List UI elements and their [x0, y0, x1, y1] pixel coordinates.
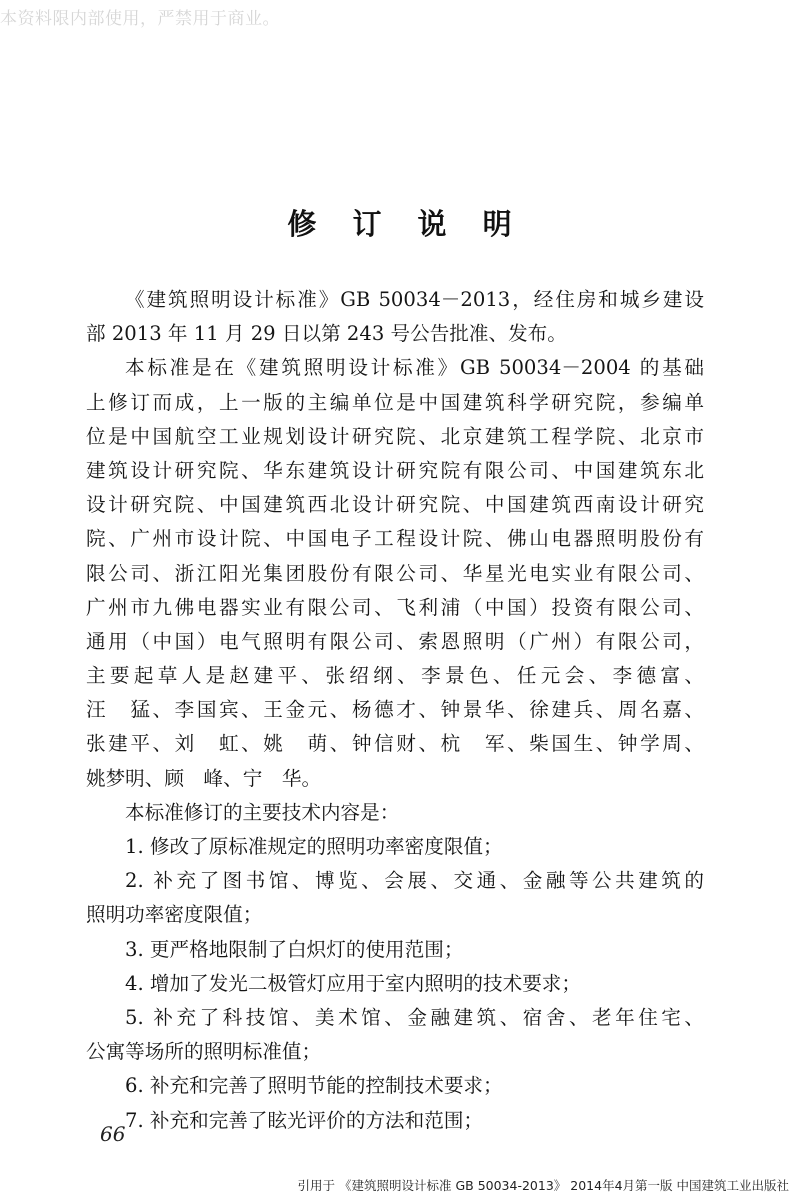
- list-item: 4. 增加了发光二极管灯应用于室内照明的技术要求；: [125, 971, 581, 995]
- watermark-text: 本资料限内部使用，严禁用于商业。: [0, 9, 280, 29]
- paragraph-line: 部 2013 年 11 月 29 日以第 243 号公告批准、发布。: [86, 322, 567, 346]
- paragraph-line: 主要起草人是赵建平、张绍纲、李景色、任元会、李德富、: [86, 664, 704, 688]
- list-item: 7. 补充和完善了眩光评价的方法和范围；: [125, 1108, 484, 1132]
- paragraph-line: 《建筑照明设计标准》GB 50034－2013，经住房和城乡建设: [125, 288, 704, 311]
- paragraph-line: 上修订而成，上一版的主编单位是中国建筑科学研究院，参编单: [86, 390, 704, 414]
- paragraph-line: 院、广州市设计院、中国电子工程设计院、佛山电器照明股份有: [86, 527, 704, 551]
- paragraph-line: 广州市九佛电器实业有限公司、飞利浦（中国）投资有限公司、: [86, 595, 704, 619]
- list-item: 5. 补充了科技馆、美术馆、金融建筑、宿舍、老年住宅、: [125, 1005, 704, 1029]
- paragraph-line: 设计研究院、中国建筑西北设计研究院、中国建筑西南设计研究: [86, 493, 704, 517]
- page-title: 修 订 说 明: [287, 207, 525, 241]
- list-item-continuation: 公寓等场所的照明标准值；: [86, 1040, 322, 1064]
- paragraph-line: 本标准是在《建筑照明设计标准》GB 50034－2004 的基础: [125, 356, 704, 380]
- paragraph-line: 位是中国航空工业规划设计研究院、北京建筑工程学院、北京市: [86, 424, 704, 448]
- page-number: 66: [100, 1122, 126, 1146]
- paragraph-line: 本标准修订的主要技术内容是：: [125, 800, 400, 824]
- paragraph-line: 限公司、浙江阳光集团股份有限公司、华星光电实业有限公司、: [86, 561, 704, 585]
- list-item: 3. 更严格地限制了白炽灯的使用范围；: [125, 937, 464, 961]
- list-item: 6. 补充和完善了照明节能的控制技术要求；: [125, 1074, 503, 1098]
- paragraph-line: 汪 猛、李国宾、王金元、杨德才、钟景华、徐建兵、周名嘉、: [86, 698, 704, 722]
- paragraph-line: 通用（中国）电气照明有限公司、索恩照明（广州）有限公司，: [86, 629, 704, 653]
- paragraph-line: 建筑设计研究院、华东建筑设计研究院有限公司、中国建筑东北: [86, 458, 704, 482]
- citation-footer: 引用于 《建筑照明设计标准 GB 50034-2013》 2014年4月第一版 中国建筑工业出版社: [297, 1178, 789, 1193]
- list-item-continuation: 照明功率密度限值；: [86, 903, 263, 927]
- paragraph-line: 姚梦明、顾 峰、宁 华。: [86, 766, 322, 790]
- list-item: 1. 修改了原标准规定的照明功率密度限值；: [125, 835, 503, 858]
- list-item: 2. 补充了图书馆、博览、会展、交通、金融等公共建筑的: [125, 869, 704, 893]
- body-text: [86, 283, 704, 1138]
- paragraph-line: 张建平、刘 虹、姚 萌、钟信财、杭 军、柴国生、钟学周、: [86, 732, 704, 756]
